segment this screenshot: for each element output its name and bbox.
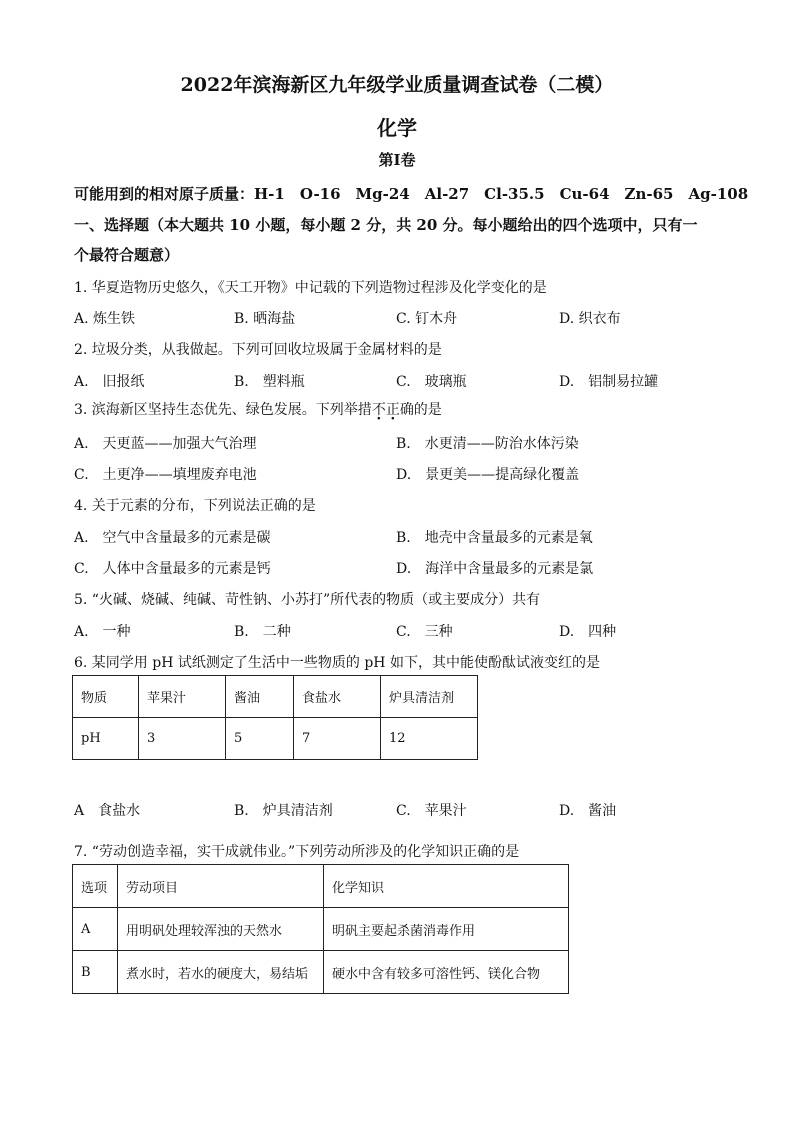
q3-option-d: D. 景更美——提高绿化覆盖 [396, 467, 580, 483]
question-3-stem [74, 399, 442, 419]
atomic-masses: 可能用到的相对原子质量：H-1 O-16 Mg-24 Al-27 Cl-35.5 Cu-64 Zn-65 Ag-108 [74, 185, 749, 203]
table-row [73, 718, 478, 760]
table-cell: 物质 [73, 676, 139, 718]
table-row [73, 908, 569, 951]
q3-option-c: C. 土更净——填埋废弃电池 [74, 467, 257, 483]
q1-option-a: A. 炼生铁 [74, 311, 136, 327]
q2-option-b: B. 塑料瓶 [234, 374, 305, 390]
table-cell: 酱油 [226, 676, 294, 718]
subject-title: 化学 [377, 116, 417, 140]
table-cell: A [73, 908, 118, 951]
question-6-stem: 6. 某同学用 pH 试纸测定了生活中一些物质的 pH 如下，其中能使酚酞试液变红的是 [74, 655, 600, 671]
table-cell: pH [73, 718, 139, 760]
q1-option-c: C. 钉木舟 [396, 311, 458, 327]
section-heading-line2: 个最符合题意） [74, 246, 180, 264]
q3-option-a: A. 天更蓝——加强大气治理 [74, 436, 257, 452]
q5-option-d: D. 四种 [559, 624, 617, 640]
question-4-stem: 4. 关于元素的分布，下列说法正确的是 [74, 498, 316, 514]
q3-option-b: B. 水更清——防治水体污染 [396, 436, 579, 452]
q5-option-b: B. 二种 [234, 624, 291, 640]
table-cell: 7 [294, 718, 381, 760]
question-7-stem: 7. “劳动创造幸福，实干成就伟业。”下列劳动所涉及的化学知识正确的是 [74, 844, 520, 860]
q1-option-b: B. 晒海盐 [234, 311, 296, 327]
question-5-stem: 5. “火碱、烧碱、纯碱、苛性钠、小苏打”所代表的物质（或主要成分）共有 [74, 592, 541, 608]
table-cell: 煮水时，若水的硬度大，易结垢 [118, 951, 324, 994]
question-1-stem: 1. 华夏造物历史悠久，《天工开物》中记载的下列造物过程涉及化学变化的是 [74, 280, 547, 296]
q4-option-a: A. 空气中含量最多的元素是碳 [74, 530, 271, 546]
q7-labor-table [72, 864, 569, 994]
table-cell: 苹果汁 [139, 676, 226, 718]
q6-option-b: B. 炉具清洁剂 [234, 803, 333, 819]
table-cell: 3 [139, 718, 226, 760]
table-cell: 硬水中含有较多可溶性钙、镁化合物 [324, 951, 569, 994]
q6-ph-table [72, 675, 478, 760]
q4-option-c: C. 人体中含量最多的元素是钙 [74, 561, 271, 577]
table-row [73, 865, 569, 908]
section-heading-line1: 一、选择题（本大题共 10 小题，每小题 2 分，共 20 分。每小题给出的四个选项中，只有一 [74, 216, 698, 234]
q3-stem-post: 确的是 [399, 402, 442, 418]
exam-title: 2022年滨海新区九年级学业质量调查试卷（二模） [180, 74, 614, 96]
q4-option-d: D. 海洋中含量最多的元素是氯 [396, 561, 594, 577]
q2-option-a: A. 旧报纸 [74, 374, 145, 390]
table-cell: 炉具清洁剂 [381, 676, 478, 718]
table-cell: 5 [226, 718, 294, 760]
q6-option-a: A 食盐水 [74, 803, 141, 819]
table-cell: 食盐水 [294, 676, 381, 718]
q5-option-c: C. 三种 [396, 624, 453, 640]
q6-option-c: C. 苹果汁 [396, 803, 467, 819]
q4-option-b: B. 地壳中含量最多的元素是氧 [396, 530, 593, 546]
table-cell: 选项 [73, 865, 118, 908]
volume-label: 第I卷 [378, 151, 416, 169]
q2-option-d: D. 铝制易拉罐 [559, 374, 659, 390]
q5-option-a: A. 一种 [74, 624, 131, 640]
table-cell: B [73, 951, 118, 994]
q3-emphasis-2: 正 [385, 402, 400, 418]
q1-option-d: D. 织衣布 [559, 311, 621, 327]
table-cell: 化学知识 [324, 865, 569, 908]
q3-emphasis-1: 不 [371, 402, 386, 418]
question-2-stem: 2. 垃圾分类，从我做起。下列可回收垃圾属于金属材料的是 [74, 342, 442, 358]
table-cell: 劳动项目 [118, 865, 324, 908]
q2-option-c: C. 玻璃瓶 [396, 374, 467, 390]
table-cell: 12 [381, 718, 478, 760]
table-row [73, 951, 569, 994]
q6-option-d: D. 酱油 [559, 803, 617, 819]
table-cell: 明矾主要起杀菌消毒作用 [324, 908, 569, 951]
q3-stem-pre: 3. 滨海新区坚持生态优先、绿色发展。下列举措 [74, 402, 372, 418]
table-row [73, 676, 478, 718]
table-cell: 用明矾处理较浑浊的天然水 [118, 908, 324, 951]
